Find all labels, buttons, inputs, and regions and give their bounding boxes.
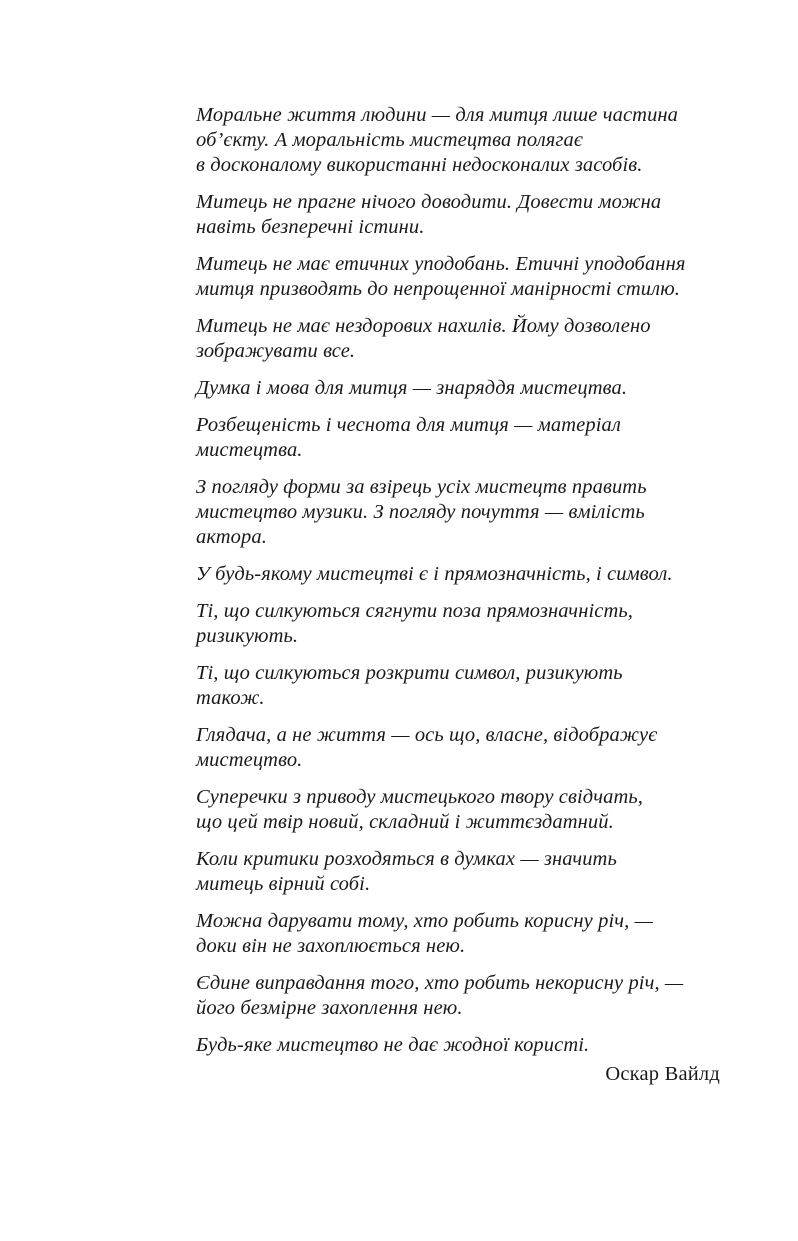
aphorism-line: Єдине виправдання того, хто робить некорисну річ, —	[196, 972, 684, 994]
aphorism	[196, 971, 716, 1021]
aphorism-line: об’єкту. А моральність мистецтва полягає	[196, 129, 583, 151]
aphorism	[196, 413, 716, 463]
aphorism-line: його безмірне захоплення нею.	[196, 997, 463, 1019]
aphorism-line: У будь-якому мистецтві є і прямозначність, і символ.	[196, 563, 673, 585]
aphorism-line: Митець не прагне нічого доводити. Довести можна	[196, 191, 662, 213]
aphorism	[196, 475, 716, 550]
aphorism-line: Розбещеність і чеснота для митця — матеріал	[196, 414, 621, 436]
aphorism-line: Суперечки з приводу мистецького твору свідчать,	[196, 786, 644, 808]
aphorism-line: Ті, що силкуються сягнути поза прямозначність,	[196, 600, 634, 622]
aphorism-list	[196, 103, 716, 1070]
aphorism-line: зображувати все.	[196, 340, 356, 362]
aphorism	[196, 562, 716, 587]
aphorism-line: актора.	[196, 526, 267, 548]
aphorism-line: Митець не має етичних уподобань. Етичні уподобання	[196, 253, 686, 275]
aphorism-line: Митець не має нездорових нахилів. Йому дозволено	[196, 315, 651, 337]
aphorism-line: що цей твір новий, складний і життєздатний.	[196, 811, 614, 833]
aphorism-line: доки він не захоплюється нею.	[196, 935, 466, 957]
author-signature: Оскар Вайлд	[605, 1063, 720, 1085]
aphorism	[196, 314, 716, 364]
aphorism	[196, 376, 716, 401]
aphorism	[196, 599, 716, 649]
aphorism-line: Коли критики розходяться в думках — значить	[196, 848, 617, 870]
aphorism-line: мистецтво.	[196, 749, 303, 771]
aphorism-line: ризикують.	[196, 625, 299, 647]
aphorism-line: навіть безперечні істини.	[196, 216, 425, 238]
aphorism-line: Глядача, а не життя — ось що, власне, відображує	[196, 724, 658, 746]
aphorism-line: Моральне життя людини — для митця лише частина	[196, 104, 679, 126]
aphorism	[196, 909, 716, 959]
aphorism-line: мистецтва.	[196, 439, 303, 461]
aphorism	[196, 785, 716, 835]
aphorism	[196, 661, 716, 711]
aphorism-line: в досконалому використанні недосконалих засобів.	[196, 154, 643, 176]
aphorism	[196, 1033, 716, 1058]
aphorism	[196, 190, 716, 240]
aphorism-line: З погляду форми за взірець усіх мистецтв править	[196, 476, 647, 498]
aphorism	[196, 723, 716, 773]
aphorism-line: Можна дарувати тому, хто робить корисну річ, —	[196, 910, 653, 932]
aphorism-line: митець вірний собі.	[196, 873, 371, 895]
aphorism	[196, 252, 716, 302]
aphorism-line: також.	[196, 687, 265, 709]
aphorism	[196, 847, 716, 897]
aphorism-line: Ті, що силкуються розкрити символ, ризикують	[196, 662, 623, 684]
aphorism-line: Будь-яке мистецтво не дає жодної користі.	[196, 1034, 590, 1056]
aphorism-line: митця призводять до непрощенної манірності стилю.	[196, 278, 680, 300]
aphorism	[196, 103, 716, 178]
aphorism-line: мистецтво музики. З погляду почуття — вміліcть	[196, 501, 645, 523]
aphorism-line: Думка і мова для митця — знаряддя мистецтва.	[196, 377, 628, 399]
